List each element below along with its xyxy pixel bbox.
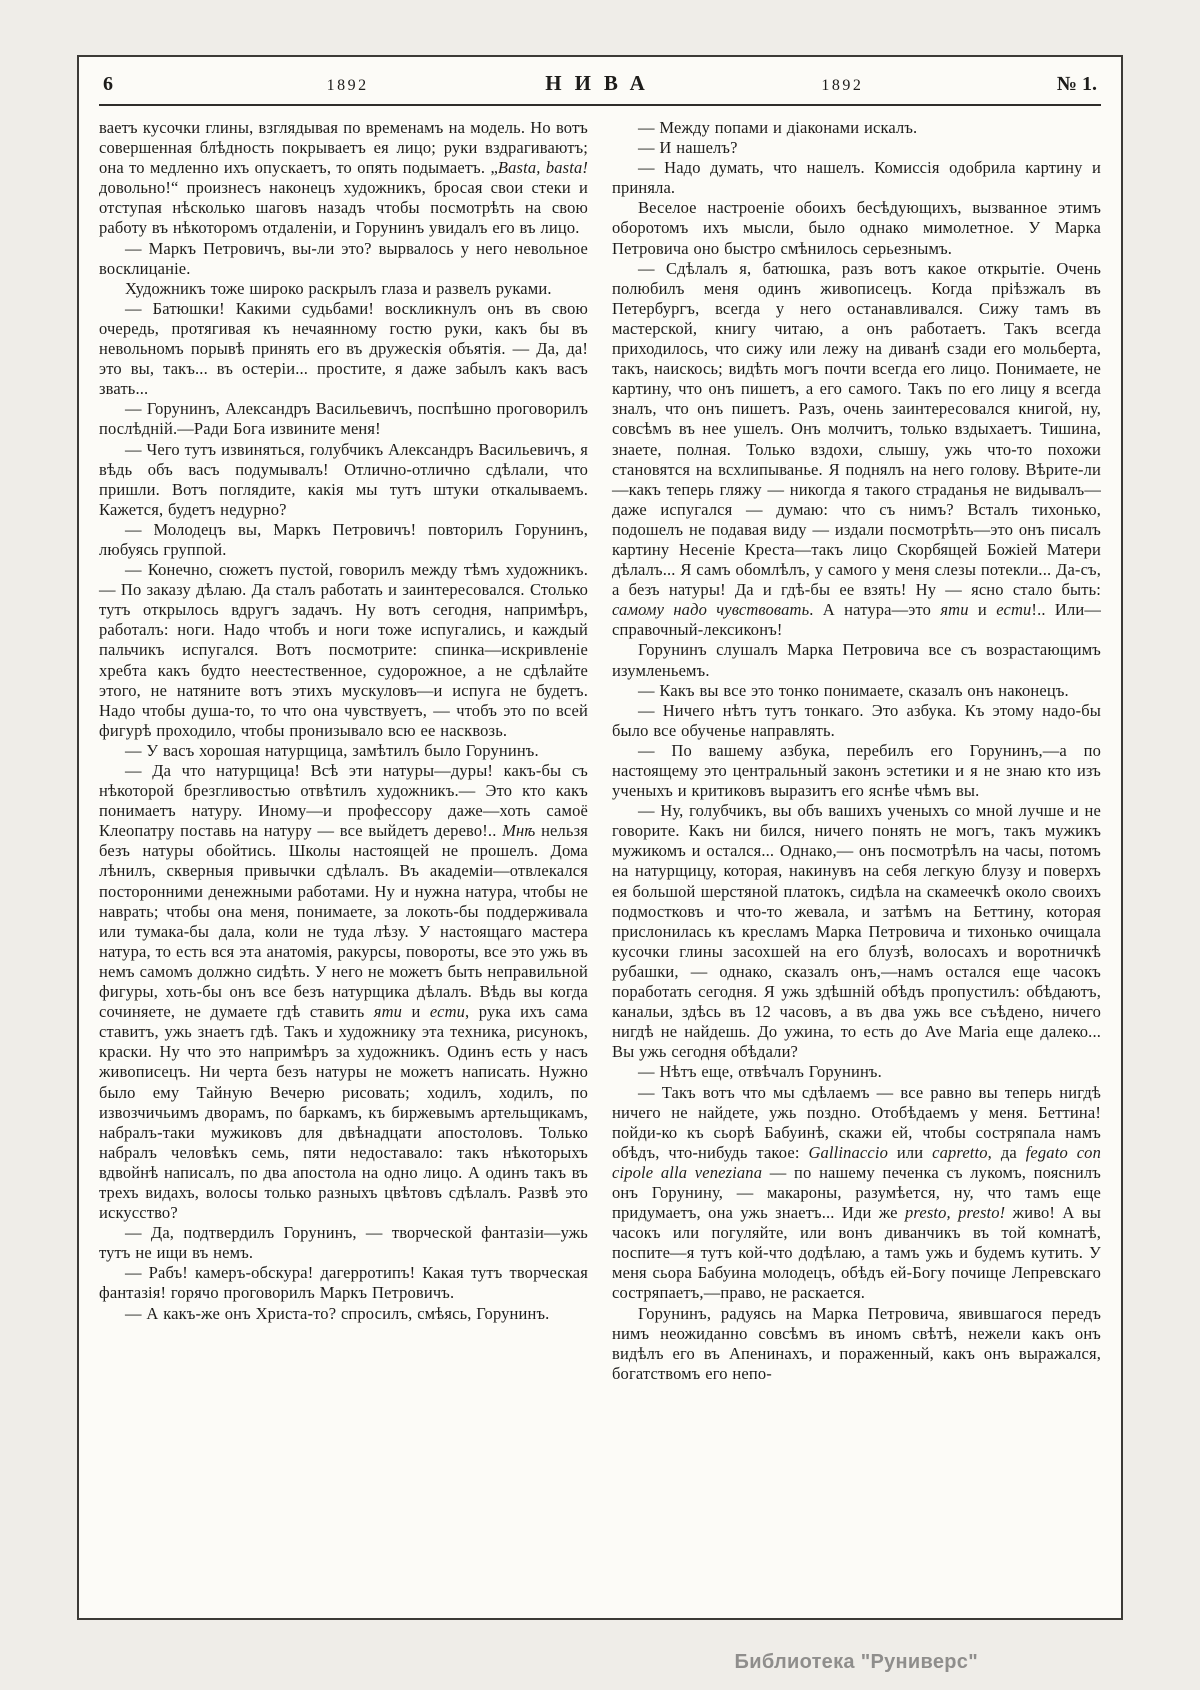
header-rule [99,104,1101,106]
paragraph: — Конечно, сюжетъ пустой, говорилъ между тѣмъ художникъ. — По заказу дѣлаю. Да сталъ работать и заинтересовался. Столько тутъ открылось вдругъ задачъ. Ну вотъ сегодня, напримѣръ, работалъ: ноги. Надо чтобъ и ноги тоже испугались, и каждый пальчикъ испугался. Вотъ посмотрите: спинка—искривленіе хребта какъ будто неестественное, судорожное, а не сдѣлайте этого, не натяните вотъ этихъ мускуловъ—и испуга не будетъ. Надо чтобы душа-то, то что она чувствуетъ, — чтобъ это по всей фигурѣ проходило, чтобы пронизывало всю ее насквозь. [99,560,588,740]
paragraph: — Да, подтвердилъ Горунинъ, — творческой фантазіи—ужь тутъ не ищи въ немъ. [99,1223,588,1263]
paragraph: Горунинъ, радуясь на Марка Петровича, явившагося передъ нимъ неожиданно совсѣмъ въ иномъ свѣтѣ, нежели какъ онъ видѣлъ его въ Апенинахъ, и пораженный, какъ онъ выражался, богатствомъ его непо- [612,1303,1101,1383]
masthead-title: НИВА [545,71,658,95]
paragraph: — Да что натурщица! Всѣ эти натуры—дуры! какъ-бы съ нѣкоторой брезгливостью отвѣтилъ художникъ.— Это кто какъ понимаетъ натуру. Иному—и профессору даже—хоть самоё Клеопатру поставь на натуру — все выйдетъ дерево!.. Мнѣ нельзя безъ натуры обойтись. Школы настоящей не прошелъ. Дома лѣнилъ, скверныя привычки сдѣлалъ. Въ академіи—отвлекался посторонними денежными работами. Ну и нужна натура, чтобы не наврать; чтобы она меня, понимаете, за локоть-бы поддерживала или тумака-бы дала, коли не туда лѣзу. У настоящаго мастера натура, то есть вся эта анатомія, ракурсы, повороты, все это ужь въ немъ самомъ должно сидѣть. У него не можетъ быть неправильной фигуры, хоть-бы онъ все безъ натурщика дѣлалъ. Вѣдь вы когда сочиняете, не думаете гдѣ ставить яти и ести, рука ихъ сама ставитъ, ужь знаетъ гдѣ. Такъ и художнику эта техника, рисунокъ, краски. Ну что это напримѣръ за художникъ. Одинъ есть у насъ живописецъ. Ни черта безъ натуры не можетъ написать. Нужно было ему Тайную Вечерю рисовать; ходилъ, ходилъ, по извозчичьимъ дворамъ, по баркамъ, къ биржевымъ артельщикамъ, набралъ-таки мужиковъ для двѣнадцати апостоловъ. Только набралъ человѣкъ семь, пяти недоставало: такъ нѣкоторыхъ вдвойнѣ написалъ, по два апостола на одно лицо. А одинъ такъ въ трехъ видахъ, волосы только разныхъ цвѣтовъ сдѣлалъ. Развѣ это искусство? [99,761,588,1223]
page-header [99,65,1101,104]
paragraph: — Надо думать, что нашелъ. Комиссія одобрила картину и приняла. [612,158,1101,198]
year-right: 1892 [821,77,864,94]
paragraph: — Молодецъ вы, Маркъ Петровичъ! повторилъ Горунинъ, любуясь группой. [99,519,588,559]
year-left: 1892 [326,77,369,94]
paragraph: — Ну, голубчикъ, вы объ вашихъ ученыхъ со мной лучше и не говорите. Какъ ни бился, ничего понять не могъ, такъ мужикъ мужикомъ и остался... Однако,— онъ посмотрѣлъ на часы, потомъ на натурщицу, которая, накинувъ на себя легкую блузу и поверхъ ея большой шерстяной платокъ, сидѣла на скамеечкѣ около своихъ подмостковъ и что-то жевала, и затѣмъ на Беттину, которая прислонилась къ кресламъ Марка Петровича и тихонько очищала кусочки глины засохшей на его блузѣ, волосахъ и воротничкѣ рубашки, — однако, сказалъ онъ,—намъ остался еще часокъ поработать сегодня. Я ужь здѣшній обѣдъ пропустилъ: обѣдаютъ, канальи, здѣсь въ 12 часовъ, а въ два ужь все съѣдено, ничего нигдѣ не найдешь. До ужина, то есть до Ave Maria еще далеко... Вы ужь сегодня обѣдали? [612,801,1101,1062]
paragraph: — А какъ-же онъ Христа-то? спросилъ, смѣясь, Горунинъ. [125,1303,550,1323]
paragraph: — У васъ хорошая натурщица, замѣтилъ было Горунинъ. [125,740,539,760]
paragraph: — Сдѣлалъ я, батюшка, разъ вотъ какое открытіе. Очень полюбилъ меня одинъ живописецъ. Когда пріѣзжалъ въ Петербургъ, всегда у него останавливался. Сижу тамъ въ мастерской, книгу читаю, а онъ работаетъ. Такъ всегда приходилось, что сижу или лежу на диванѣ сзади его мольберта, такъ, наискось; видѣть могъ почти всегда его лицо. Понимаете, не картину, что онъ пишетъ, а его самого. Такъ по его лицу я всегда зналъ, что онъ пишетъ. Разъ, очень заинтересовался книгой, ну, совсѣмъ въ нее ушелъ. Онъ молчитъ, только вздыхаетъ. Тишина, знаете, полная. Только вздохи, слышу, ужь что-то похожи становятся на всхлипыванье. Я поднялъ на него голову. Вѣрите-ли—какъ теперь гляжу — никогда я такого страданья не видывалъ—даже испугался — думаю: что съ нимъ? Всталъ тихонько, подошелъ не подавая виду — издали посмотрѣть—это онъ писалъ картину Несеніе Креста—такъ лицо Скорбящей Божіей Матери дѣлалъ... Я самъ обомлѣлъ, у самого у меня слезы потекли... Да-съ, а безъ натуры! Да и гдѣ-бы ее взять! Ну — ясно стало быть: самому надо чувствовать. А натура—это яти и ести!.. Или—справочный-лексиконъ! [612,258,1101,640]
paragraph: — Батюшки! Какими судьбами! воскликнулъ онъ въ свою очередь, протягивая къ нечаянному гостю руки, какъ бы въ невольномъ порывѣ принять его въ дружескія объятія. — Да, да! это вы, такъ... въ остеріи... простите, я даже забылъ какъ васъ звать... [99,298,588,399]
paragraph: — Рабъ! камеръ-обскура! дагерротипъ! Какая тутъ творческая фантазія! горячо проговорилъ Маркъ Петровичъ. [99,1263,588,1303]
paragraph: — Маркъ Петровичъ, вы-ли это? вырвалось у него невольное восклицаніе. [99,238,588,278]
text-columns [99,118,1101,1384]
column-right [612,118,1101,1384]
column-left [99,118,588,1384]
paragraph: — По вашему азбука, перебилъ его Горунинъ,—а по настоящему это центральный законъ эстетики и я не знаю кто изъ ученыхъ и критиковъ выразитъ его яснѣе чѣмъ вы. [612,740,1101,801]
paragraph: — Такъ вотъ что мы сдѣлаемъ — все равно вы теперь нигдѣ ничего не найдете, ужь поздно. Отобѣдаемъ у меня. Беттина! пойди-ко къ сьорѣ Бабуинѣ, скажи ей, чтобы состряпала намъ обѣдъ, что-нибудь такое: Gallinaccio или capretto, да fegato con cipole alla veneziana — по нашему печенка съ лукомъ, пояснилъ онъ Горунину, — макароны, разумѣется, ну, что тамъ еще придумаетъ, она ужь знаетъ... Иди же presto, presto! живо! А вы часокъ или погуляйте, или вонъ диванчикъ въ той комнатѣ, поспите—я тутъ кой-что додѣлаю, а тамъ ужь и будемъ кутить. У меня сьора Бабуина молодецъ, обѣдъ ей-Богу почище Лепревскаго состряпаетъ,—право, не раскается. [612,1082,1101,1303]
paragraph: Веселое настроеніе обоихъ бесѣдующихъ, вызванное этимъ оборотомъ ихъ мысли, было однако мимолетное. У Марка Петровича оно быстро смѣнилось серьезнымъ. [612,198,1101,258]
paragraph: Горунинъ слушалъ Марка Петровича все съ возрастающимъ изумленьемъ. [612,640,1101,680]
paragraph: — Какъ вы все это тонко понимаете, сказалъ онъ наконецъ. [638,680,1069,700]
page-number: 6 [103,73,113,95]
paragraph: — Чего тутъ извиняться, голубчикъ Александръ Васильевичъ, я вѣдь объ васъ подумывалъ! Отлично-отлично сдѣлали, что пришли. Вотъ поглядите, какія мы тутъ штуки откалываемъ. Кажется, будетъ недурно? [99,439,588,519]
paragraph: Художникъ тоже широко раскрылъ глаза и развелъ руками. [125,278,552,298]
paragraph: — Горунинъ, Александръ Васильевичъ, поспѣшно проговорилъ послѣдній.—Ради Бога извините меня! [99,399,588,439]
magazine-page [77,55,1123,1620]
paragraph: — Между попами и діаконами искалъ. [638,118,918,137]
paragraph: — И нашелъ? [638,138,738,158]
paragraph: — Нѣтъ еще, отвѣчалъ Горунинъ. [638,1062,882,1082]
library-watermark: Библиотека "Руниверс" [734,1651,978,1673]
paragraph: ваетъ кусочки глины, взглядывая по временамъ на модель. Но вотъ совершенная блѣдность покрываетъ ея лицо; руки вздрагиваютъ; она то медленно ихъ опускаетъ, то опять подымаетъ. „Basta, basta! довольно!“ произнесъ наконецъ художникъ, бросая свои стеки и отступая нѣсколько шаговъ назадъ чтобы посмотрѣть на свою работу въ нѣкоторомъ отдаленіи, и Горунинъ увидалъ его въ лицо. [99,118,588,238]
paragraph: — Ничего нѣтъ тутъ тонкаго. Это азбука. Къ этому надо-бы было все обученье направлять. [612,700,1101,740]
issue-number: № 1. [1056,73,1097,95]
